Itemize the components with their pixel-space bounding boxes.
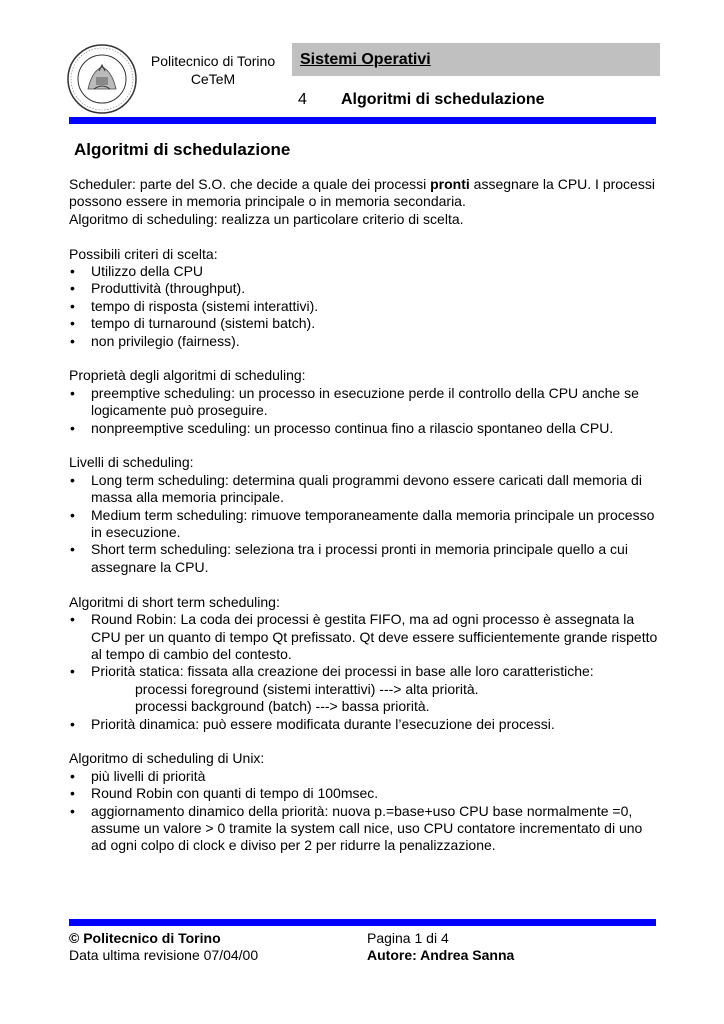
list-item: • nonpreemptive sceduling: un processo continua fino a rilascio spontaneo della CPU. [69,420,659,437]
institution-unit: CeTeM [190,71,236,87]
list-item: • Priorità dinamica: può essere modificata durante l’esecuzione dei processi. [69,716,659,733]
unix-section [69,750,659,854]
properties-title: Proprietà degli algoritmi di scheduling: [69,367,306,384]
criteria-title: Possibili criteri di scelta: [69,245,218,262]
short-term-list [69,611,659,733]
document-body [69,176,659,872]
intro-text: Scheduler: parte del S.O. che decide a quale dei processi [69,176,431,192]
intro-paragraph [69,176,659,228]
footer-left [69,930,258,964]
list-item: • Produttività (throughput). [69,280,659,297]
list-item: • Round Robin con quanti di tempo di 100msec. [69,785,659,802]
list-item: • non privilegio (fairness). [69,333,659,350]
footer-right [367,930,514,964]
list-item: • più livelli di priorità [69,768,659,785]
static-priority-foreground: processi foreground (sistemi interattivi) ---> alta priorità. [135,680,479,697]
intro-algorithm-definition: Algoritmo di scheduling: realizza un particolare criterio di scelta. [69,210,464,227]
list-item-static-priority [69,663,659,715]
intro-keyword: pronti [430,176,470,192]
properties-list [69,385,659,437]
criteria-list [69,263,659,350]
static-priority-text: • Priorità statica: fissata alla creazione dei processi in base alle loro caratteristiche: [91,663,594,680]
header-divider [69,117,656,124]
list-item: • Utilizzo della CPU [69,263,659,280]
intro-text-rest: assegnare la CPU. I processi possono essere in memoria principale o in memoria secondaria. [69,176,655,210]
list-item: • Medium term scheduling: rimuove temporaneamente dalla memoria principale un processo in esecuzione. [69,507,659,542]
criteria-section [69,246,659,350]
course-title: Sistemi Operativi [300,51,431,68]
list-item: • Round Robin: La coda dei processi è gestita FIFO, ma ad ogni processo è assegnata la CPU per un quanto di tempo Qt prefissato. Qt deve essere sufficientemente grande rispetto al tempo di cambio del contesto. [69,611,659,663]
short-term-title: Algoritmi di short term scheduling: [69,593,280,610]
footer-copyright: © Politecnico di Torino [69,930,221,946]
footer-divider [69,919,656,926]
short-term-section [69,594,659,733]
footer-revision-date: Data ultima revisione 07/04/00 [69,947,259,963]
course-title-box [292,43,660,76]
list-item: • tempo di risposta (sistemi interattivi). [69,298,659,315]
footer-author: Autore: Andrea Sanna [367,947,515,963]
static-priority-background: processi background (batch) ---> bassa priorità. [135,698,430,715]
levels-title: Livelli di scheduling: [69,454,194,471]
chapter-title: Algoritmi di schedulazione [341,91,545,108]
institution-name: Politecnico di Torino [150,53,276,69]
levels-list [69,472,659,576]
properties-section [69,367,659,437]
list-item: • tempo di turnaround (sistemi batch). [69,315,659,332]
levels-section [69,454,659,576]
footer-page-number: Pagina 1 di 4 [367,930,449,946]
unix-title: Algoritmo di scheduling di Unix: [69,750,265,767]
list-item: • Long term scheduling: determina quali programmi devono essere caricati dall memoria di massa alla memoria principale. [69,472,659,507]
list-item: • preemptive scheduling: un processo in esecuzione perde il controllo della CPU anche se logicamente può proseguire. [69,385,659,420]
list-item: • aggiornamento dinamico della priorità: nuova p.=base+uso CPU base normalmente =0, assume un valore > 0 tramite la system call nice, uso CPU contatore incrementato di uno ad ogni colpo di clock e diviso per 2 per ridurre la penalizzazione. [69,803,659,855]
list-item: • Short term scheduling: seleziona tra i processi pronti in memoria principale quello a cui assegnare la CPU. [69,541,659,576]
politecnico-seal-icon [66,43,138,115]
unix-list [69,768,659,855]
institution-header [143,52,283,88]
intro-definition [69,176,659,211]
section-heading: Algoritmi di schedulazione [74,140,291,159]
chapter-number: 4 [298,91,307,108]
